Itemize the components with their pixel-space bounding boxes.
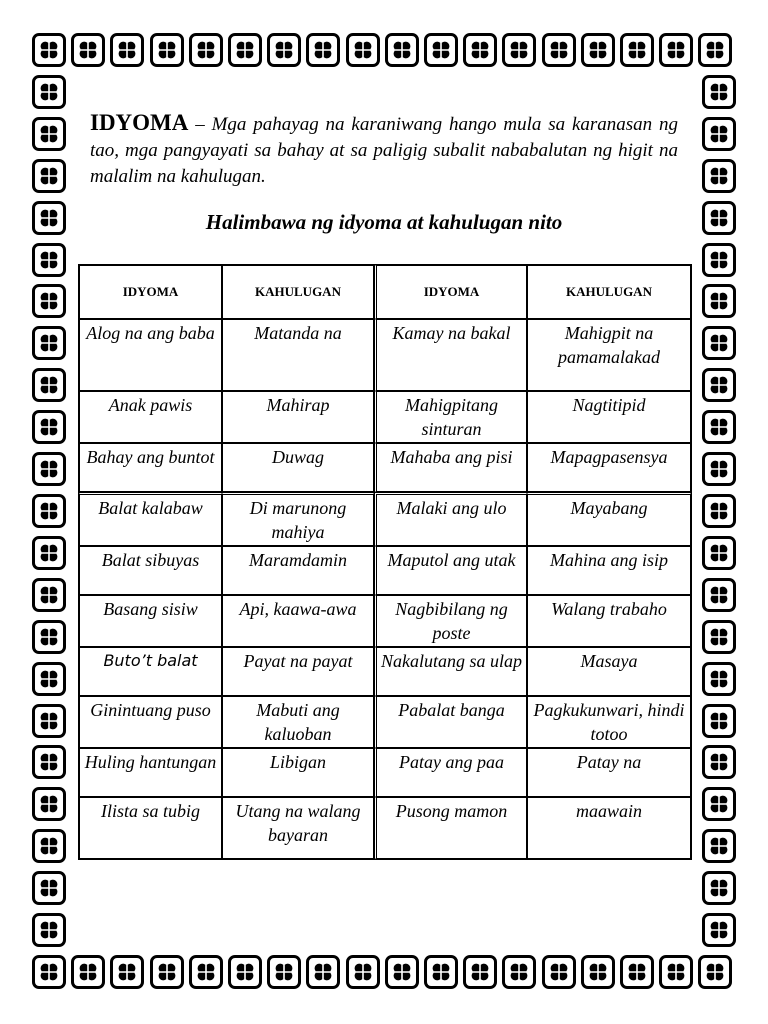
table-header-row — [79, 265, 691, 319]
table-row — [79, 391, 691, 443]
four-petal-flower-icon — [702, 243, 736, 277]
header-idyoma: IDYOMA — [374, 265, 527, 319]
meaning-cell: Matanda na — [222, 319, 374, 391]
four-petal-flower-icon — [32, 620, 66, 654]
four-petal-flower-icon — [32, 117, 66, 151]
idiom-cell: Malaki ang ulo — [374, 492, 527, 546]
meaning-cell: Maramdamin — [222, 546, 374, 595]
idiom-cell: Mahigpitang sinturan — [374, 391, 527, 443]
four-petal-flower-icon — [32, 913, 66, 947]
four-petal-flower-icon — [346, 33, 380, 67]
idiom-cell: Anak pawis — [79, 391, 222, 443]
four-petal-flower-icon — [32, 75, 66, 109]
idiom-cell: Ilista sa tubig — [79, 797, 222, 859]
meaning-cell: Api, kaawa-awa — [222, 595, 374, 647]
four-petal-flower-icon — [32, 201, 66, 235]
meaning-cell: Payat na payat — [222, 647, 374, 696]
four-petal-flower-icon — [32, 704, 66, 738]
four-petal-flower-icon — [32, 871, 66, 905]
header-kahulugan: KAHULUGAN — [527, 265, 691, 319]
four-petal-flower-icon — [32, 452, 66, 486]
meaning-cell: maawain — [527, 797, 691, 859]
header-idyoma: IDYOMA — [79, 265, 222, 319]
four-petal-flower-icon — [150, 955, 184, 989]
four-petal-flower-icon — [32, 159, 66, 193]
idiom-cell: Maputol ang utak — [374, 546, 527, 595]
four-petal-flower-icon — [32, 662, 66, 696]
idiom-cell: Nagbibilang ng poste — [374, 595, 527, 647]
table-row — [79, 443, 691, 492]
four-petal-flower-icon — [659, 33, 693, 67]
idiom-cell: Balat kalabaw — [79, 492, 222, 546]
four-petal-flower-icon — [189, 955, 223, 989]
four-petal-flower-icon — [542, 33, 576, 67]
table-row — [79, 595, 691, 647]
four-petal-flower-icon — [71, 955, 105, 989]
meaning-cell: Mapagpasensya — [527, 443, 691, 492]
four-petal-flower-icon — [424, 33, 458, 67]
four-petal-flower-icon — [620, 33, 654, 67]
four-petal-flower-icon — [659, 955, 693, 989]
meaning-cell: Mahina ang isip — [527, 546, 691, 595]
four-petal-flower-icon — [110, 955, 144, 989]
four-petal-flower-icon — [702, 662, 736, 696]
four-petal-flower-icon — [702, 159, 736, 193]
idiom-cell: Mahaba ang pisi — [374, 443, 527, 492]
four-petal-flower-icon — [32, 368, 66, 402]
four-petal-flower-icon — [620, 955, 654, 989]
meaning-cell: Pagkukunwari, hindi totoo — [527, 696, 691, 748]
meaning-cell: Duwag — [222, 443, 374, 492]
four-petal-flower-icon — [385, 955, 419, 989]
four-petal-flower-icon — [228, 33, 262, 67]
meaning-cell: Mahirap — [222, 391, 374, 443]
meaning-cell: Masaya — [527, 647, 691, 696]
four-petal-flower-icon — [32, 494, 66, 528]
four-petal-flower-icon — [702, 284, 736, 318]
four-petal-flower-icon — [32, 410, 66, 444]
meaning-cell: Di marunong mahiya — [222, 492, 374, 546]
four-petal-flower-icon — [346, 955, 380, 989]
four-petal-flower-icon — [32, 326, 66, 360]
four-petal-flower-icon — [306, 955, 340, 989]
four-petal-flower-icon — [702, 536, 736, 570]
four-petal-flower-icon — [306, 33, 340, 67]
four-petal-flower-icon — [702, 326, 736, 360]
four-petal-flower-icon — [267, 33, 301, 67]
meaning-cell: Walang trabaho — [527, 595, 691, 647]
meaning-cell: Libigan — [222, 748, 374, 797]
idiom-cell: Alog na ang baba — [79, 319, 222, 391]
four-petal-flower-icon — [32, 787, 66, 821]
table-row — [79, 797, 691, 859]
four-petal-flower-icon — [702, 871, 736, 905]
meaning-cell: Mayabang — [527, 492, 691, 546]
idiom-cell: Bahay ang buntot — [79, 443, 222, 492]
four-petal-flower-icon — [267, 955, 301, 989]
idiom-cell: Pabalat banga — [374, 696, 527, 748]
four-petal-flower-icon — [32, 578, 66, 612]
four-petal-flower-icon — [463, 955, 497, 989]
idiom-cell: Balat sibuyas — [79, 546, 222, 595]
idiom-cell: Kamay na bakal — [374, 319, 527, 391]
idyoma-definition — [90, 110, 678, 190]
meaning-cell: Patay na — [527, 748, 691, 797]
four-petal-flower-icon — [542, 955, 576, 989]
four-petal-flower-icon — [702, 494, 736, 528]
four-petal-flower-icon — [702, 578, 736, 612]
em-dash: – — [195, 114, 205, 135]
four-petal-flower-icon — [702, 75, 736, 109]
four-petal-flower-icon — [702, 704, 736, 738]
four-petal-flower-icon — [502, 33, 536, 67]
four-petal-flower-icon — [702, 410, 736, 444]
table-row — [79, 546, 691, 595]
four-petal-flower-icon — [32, 955, 66, 989]
four-petal-flower-icon — [702, 368, 736, 402]
four-petal-flower-icon — [702, 201, 736, 235]
four-petal-flower-icon — [385, 33, 419, 67]
meaning-cell: Mabuti ang kaluoban — [222, 696, 374, 748]
idiom-cell: Nakalutang sa ulap — [374, 647, 527, 696]
idiom-cell: Patay ang paa — [374, 748, 527, 797]
four-petal-flower-icon — [32, 33, 66, 67]
four-petal-flower-icon — [32, 243, 66, 277]
four-petal-flower-icon — [463, 33, 497, 67]
idiom-cell: Pusong mamon — [374, 797, 527, 859]
four-petal-flower-icon — [228, 955, 262, 989]
table-row — [79, 647, 691, 696]
four-petal-flower-icon — [702, 913, 736, 947]
meaning-cell: Utang na walang bayaran — [222, 797, 374, 859]
four-petal-flower-icon — [32, 536, 66, 570]
table-row — [79, 492, 691, 546]
four-petal-flower-icon — [702, 787, 736, 821]
four-petal-flower-icon — [32, 284, 66, 318]
header-kahulugan: KAHULUGAN — [222, 265, 374, 319]
term-idyoma: IDYOMA — [90, 110, 189, 135]
four-petal-flower-icon — [189, 33, 223, 67]
four-petal-flower-icon — [702, 745, 736, 779]
four-petal-flower-icon — [702, 620, 736, 654]
table-row — [79, 319, 691, 391]
four-petal-flower-icon — [424, 955, 458, 989]
four-petal-flower-icon — [702, 117, 736, 151]
table-row — [79, 696, 691, 748]
four-petal-flower-icon — [698, 33, 732, 67]
four-petal-flower-icon — [702, 829, 736, 863]
table-row — [79, 748, 691, 797]
four-petal-flower-icon — [502, 955, 536, 989]
idiom-cell: Ginintuang puso — [79, 696, 222, 748]
four-petal-flower-icon — [110, 33, 144, 67]
four-petal-flower-icon — [150, 33, 184, 67]
four-petal-flower-icon — [698, 955, 732, 989]
four-petal-flower-icon — [71, 33, 105, 67]
four-petal-flower-icon — [581, 33, 615, 67]
four-petal-flower-icon — [32, 745, 66, 779]
four-petal-flower-icon — [581, 955, 615, 989]
meaning-cell: Mahigpit na pamamalakad — [527, 319, 691, 391]
idioms-table — [78, 264, 692, 860]
four-petal-flower-icon — [702, 452, 736, 486]
idiom-cell: Buto’t balat — [79, 647, 222, 696]
meaning-cell: Nagtitipid — [527, 391, 691, 443]
idiom-cell: Basang sisiw — [79, 595, 222, 647]
idiom-cell: Huling hantungan — [79, 748, 222, 797]
definition-text: Mga pahayag na karaniwang hango mula sa karanasan ng tao, mga pangyayati sa bahay at sa paligig subalit nababalutan ng higit na malalim na kahulugan. — [90, 114, 679, 187]
table-title: Halimbawa ng idyoma at kahulugan nito — [205, 210, 563, 234]
four-petal-flower-icon — [32, 829, 66, 863]
